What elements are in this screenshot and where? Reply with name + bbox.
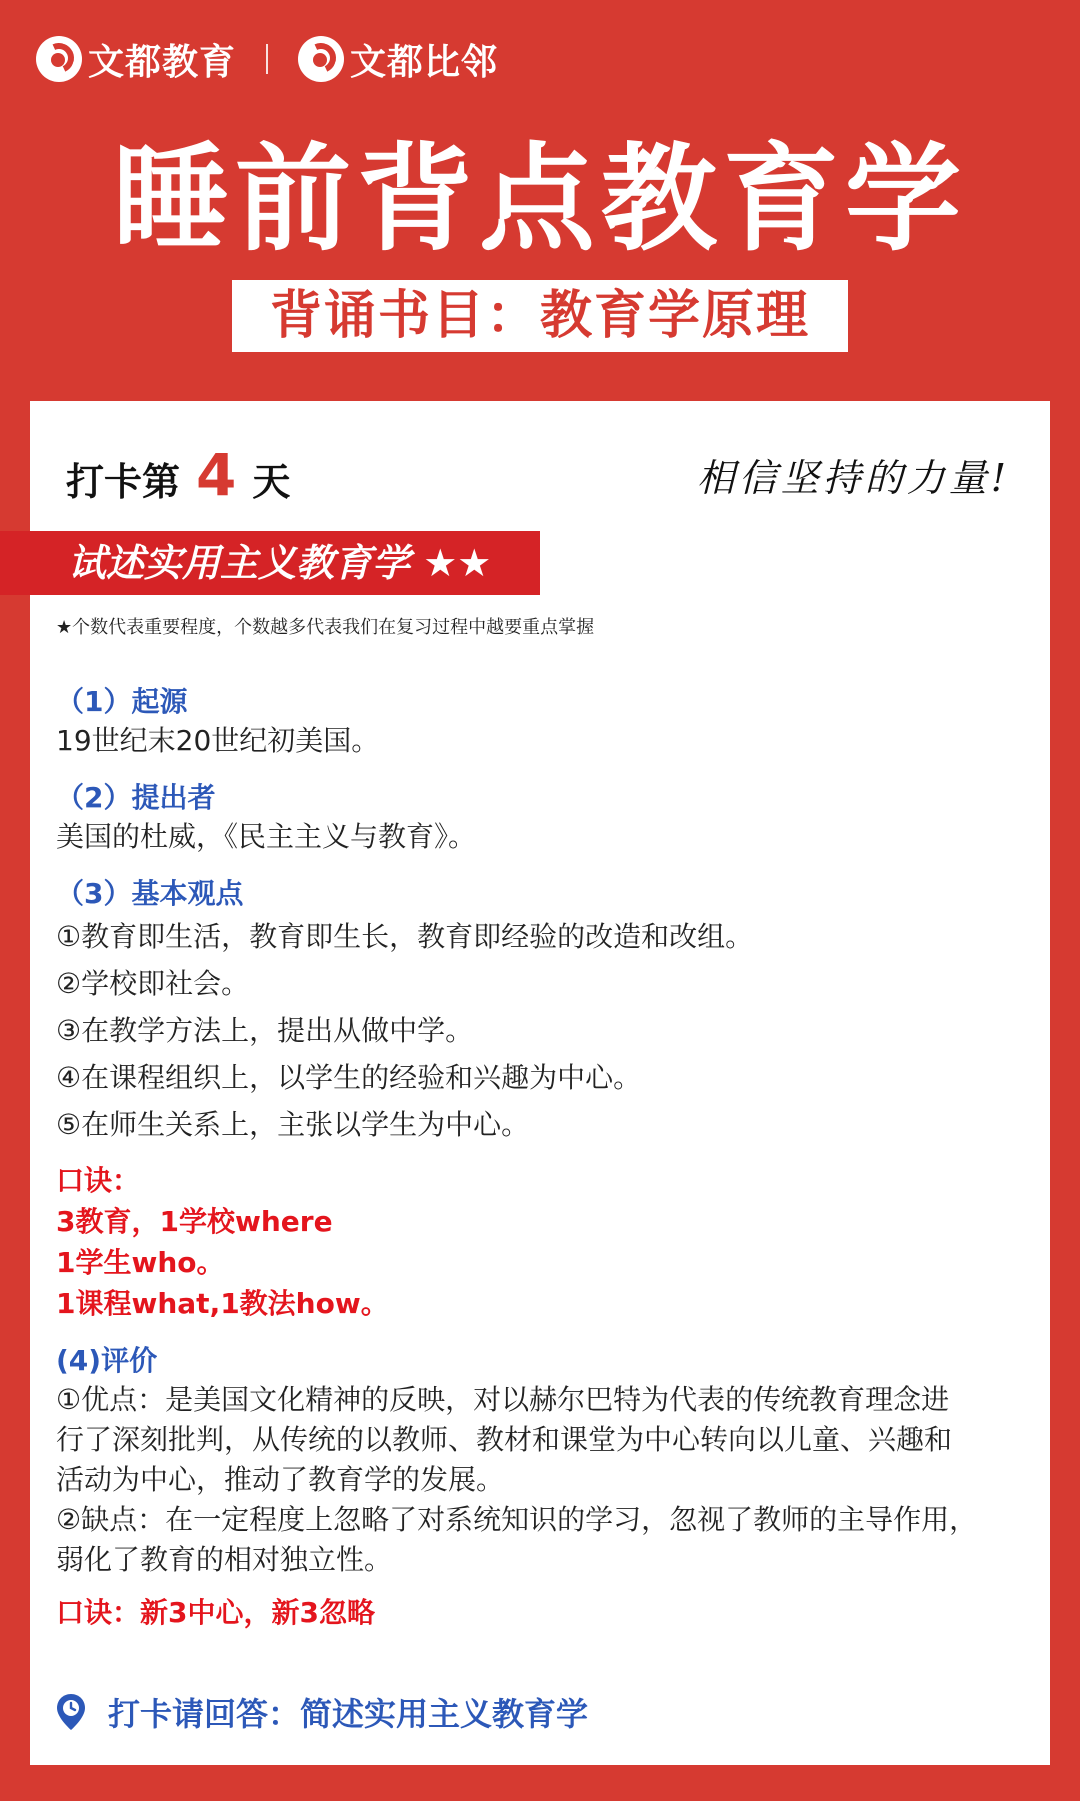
evaluation-pro-line: ①优点：是美国文化精神的反映，对以赫尔巴特为代表的传统教育理念进: [56, 1383, 950, 1416]
checkin-suffix: 天: [252, 460, 291, 504]
page-title: 睡前背点教育学: [113, 132, 967, 267]
section-proposer-text: 美国的杜威，《民主主义与教育》。: [56, 820, 477, 853]
importance-note: ★个数代表重要程度，个数越多代表我们在复习过程中越要重点掌握: [56, 617, 595, 638]
list-item: ②学校即社会。: [56, 967, 250, 1000]
list-item: ①教育即生活，教育即生长，教育即经验的改造和改组。: [56, 920, 754, 953]
section-origin-title: （1）起源: [56, 685, 188, 718]
checkin-day: [66, 441, 290, 509]
checkin-prefix: 打卡第: [66, 460, 181, 504]
logo-divider: [266, 44, 268, 74]
list-item: ④在课程组织上，以学生的经验和兴趣为中心。: [56, 1061, 642, 1094]
section-viewpoints-title: （3）基本观点: [56, 877, 244, 910]
logo1-text: 文都教育: [88, 41, 237, 83]
evaluation-pro-line: 活动为中心，推动了教育学的发展。: [56, 1463, 505, 1496]
checkin-prompt: [56, 1689, 588, 1735]
list-item: ⑤在师生关系上，主张以学生为中心。: [56, 1108, 530, 1141]
mnemonic-line: 1课程what,1教法how。: [56, 1287, 389, 1320]
logo-row: [36, 34, 498, 84]
mnemonic-line: 1学生who。: [56, 1246, 225, 1279]
bilin-logo-icon: [298, 36, 344, 82]
mnemonic-evaluation: 口诀：新3中心，新3忽略: [56, 1596, 375, 1629]
section-origin-text: 19世纪末20世纪初美国。: [56, 724, 380, 757]
viewpoints-list: [56, 913, 1028, 1148]
wendu-logo-icon: [36, 36, 82, 82]
mnemonic-line: 3教育，1学校where: [56, 1205, 333, 1238]
checkin-day-number: 4: [196, 441, 237, 509]
location-pin-icon: [56, 1693, 86, 1731]
answer-content: [56, 683, 1028, 1633]
section-proposer-title: （2）提出者: [56, 781, 216, 814]
checkin-prompt-text: 打卡请回答：简述实用主义教育学: [108, 1695, 589, 1733]
list-item: ③在教学方法上，提出从做中学。: [56, 1014, 474, 1047]
section-evaluation-title: (4)评价: [56, 1344, 158, 1377]
wendu-education-logo: [36, 34, 236, 85]
evaluation-pro-line: 行了深刻批判，从传统的以教师、教材和课堂为中心转向以儿童、兴趣和: [56, 1423, 953, 1456]
wendu-bilin-logo: [298, 34, 498, 85]
mnemonic-line: 口诀：: [56, 1164, 141, 1197]
slogan: 相信坚持的力量!: [696, 456, 1010, 500]
logo2-text: 文都比邻: [350, 41, 499, 83]
book-subtitle: 背诵书目：教育学原理: [232, 280, 848, 352]
question-banner: 试述实用主义教育学 ★★: [0, 531, 540, 595]
evaluation-con-line: 弱化了教育的相对独立性。: [56, 1543, 393, 1576]
content-card: [30, 401, 1050, 1765]
evaluation-con-line: ②缺点：在一定程度上忽略了对系统知识的学习，忽视了教师的主导作用，: [56, 1503, 978, 1536]
